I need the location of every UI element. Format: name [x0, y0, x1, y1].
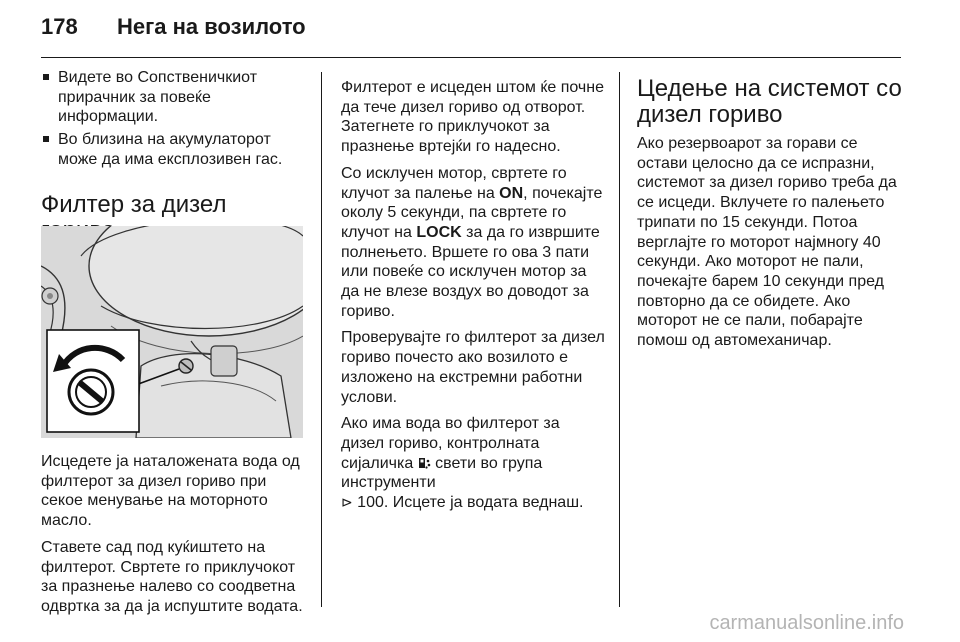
bullet-item [41, 130, 306, 169]
paragraph: Ставете сад под куќиштето на филтерот. Свртете го приклучокот за празнење налево со соодветна одвртка за да ја испуштите водата. [41, 538, 303, 615]
column-2 [341, 78, 607, 521]
page-number: 178 [41, 14, 78, 39]
column-3 [637, 76, 905, 358]
text-run: , почекајте околу 5 секунди, па свртете го клучот на [341, 184, 603, 241]
text-run: свети во група инструменти [341, 454, 543, 492]
ignition-lock-label: LOCK [416, 223, 462, 241]
paragraph: Проверувајте го филтерот за дизел гориво почесто ако возилото е изложено на екстремни работни услови. [341, 329, 605, 406]
paragraph [341, 414, 607, 514]
text-run: 100. Исцете ја водата веднаш. [352, 494, 584, 512]
text-run: Ако има вода во филтерот за дизел гориво, контролната сијаличка [341, 415, 560, 472]
section-heading: Цедење на системот со дизел гориво [637, 75, 902, 128]
paragraph: Ако резервоарот за горави се остави целосно да се испразни, системот за дизел гориво треба да се исцеди. Вклучете го палењето трипати по 15 секунди. Потоа верглајте го моторот најмногу 40 секунди. Ако моторот не пали, почекајте барем 10 секунди пред повторно да се обидете. Ако моторот не се пали, побарајте помош од автомеханичар. [637, 135, 897, 350]
bullet-square-icon [43, 74, 49, 80]
column-1 [41, 68, 306, 244]
column-1-lower [41, 452, 306, 624]
paragraph: Филтерот е исцеден штом ќе почне да тече дизел гориво од отворот. Затегнете го приклучокот за празнење вртејќи го надесно. [341, 79, 604, 156]
ignition-on-label: ON [499, 184, 524, 202]
column-divider-2 [619, 72, 620, 607]
bullet-text: Видете во Сопственичкиот прирачник за повеќе информации. [58, 69, 258, 126]
paragraph [341, 164, 607, 322]
page-reference-arrow-icon[interactable]: ⊳ [341, 495, 353, 512]
column-divider-1 [321, 72, 322, 607]
water-in-fuel-warning-icon [418, 456, 431, 470]
bullet-text: Во близина на акумулаторот може да има експлозивен гас. [58, 131, 283, 168]
text-run: за да го извршите полнењето. Вршете го ова 3 пати или повеќе со исклучен мотор за да не влезе воздух во доводот за гориво. [341, 223, 600, 320]
paragraph: Исцедете ја наталожената вода од филтерот за дизел гориво при секое менување на моторното масло. [41, 453, 300, 530]
fuel-filter-figure [41, 226, 303, 438]
fuel-filter-illustration [41, 226, 303, 438]
section-heading: Филтер за дизел [41, 190, 227, 218]
watermark: carmanualsonline.info [709, 612, 904, 634]
text-run: Со исклучен мотор, свртете го клучот за палење на [341, 164, 567, 202]
running-title: Нега на возилото [117, 14, 306, 39]
bullet-item [41, 68, 306, 127]
bullet-square-icon [43, 136, 49, 142]
header-rule [41, 57, 901, 58]
